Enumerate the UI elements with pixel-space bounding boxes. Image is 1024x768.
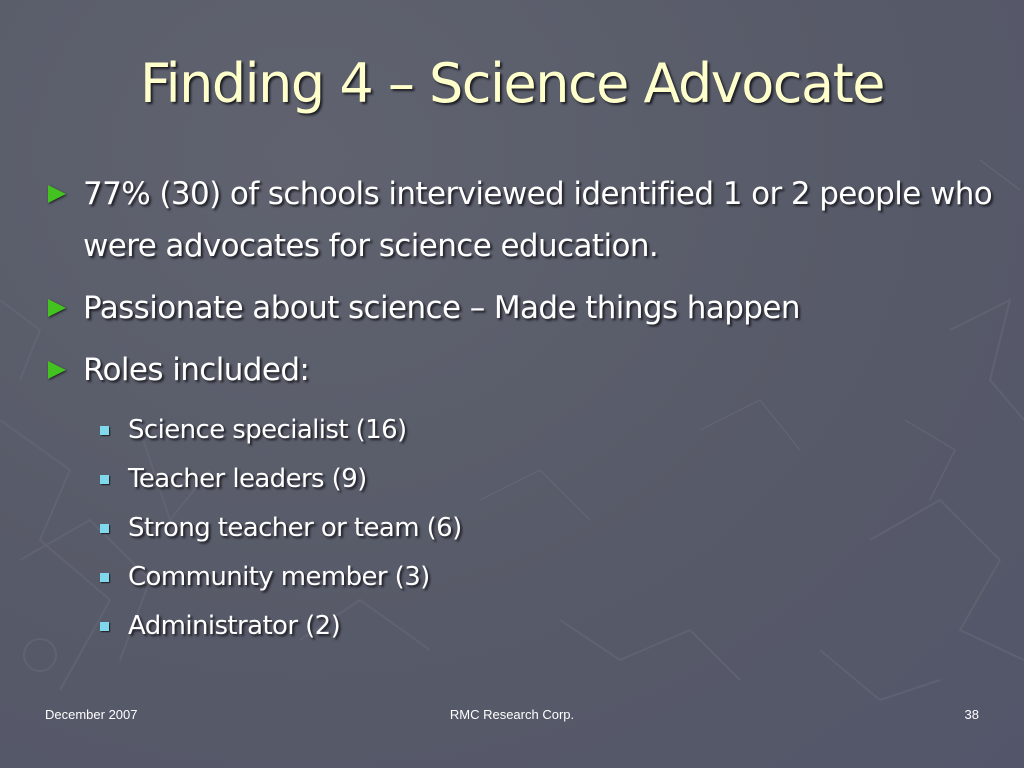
green-triangle-bullet-icon: [48, 185, 66, 203]
role-text: Science specialist (16): [128, 415, 407, 445]
cyan-square-bullet-icon: [100, 524, 109, 533]
role-text: Teacher leaders (9): [128, 464, 367, 494]
bullet-text: 77% (30) of schools interviewed identified 1 or 2 people who were advocates for science education.: [83, 176, 993, 264]
role-item: [100, 455, 1008, 504]
role-text: Community member (3): [128, 562, 430, 592]
role-item: [100, 406, 1008, 455]
bullet-passionate: [48, 282, 1008, 334]
cyan-square-bullet-icon: [100, 475, 109, 484]
cyan-square-bullet-icon: [100, 573, 109, 582]
roles-list: [48, 406, 1008, 651]
bullet-schools-identified: [48, 168, 1008, 272]
role-item: [100, 553, 1008, 602]
bullet-text: Passionate about science – Made things happen: [83, 290, 800, 326]
footer-page-number: 38: [964, 707, 979, 722]
role-item: [100, 602, 1008, 651]
footer-organization: RMC Research Corp.: [449, 707, 575, 722]
slide-content: [48, 168, 1008, 651]
role-item: [100, 504, 1008, 553]
cyan-square-bullet-icon: [100, 426, 109, 435]
role-text: Strong teacher or team (6): [128, 513, 462, 543]
footer-date: December 2007: [45, 707, 138, 722]
bullet-text: Roles included:: [83, 352, 310, 388]
cyan-square-bullet-icon: [100, 622, 109, 631]
slide-title: Finding 4 – Science Advocate: [140, 52, 884, 115]
green-triangle-bullet-icon: [48, 361, 66, 379]
bullet-roles-included: [48, 344, 1008, 396]
green-triangle-bullet-icon: [48, 299, 66, 317]
role-text: Administrator (2): [128, 611, 341, 641]
